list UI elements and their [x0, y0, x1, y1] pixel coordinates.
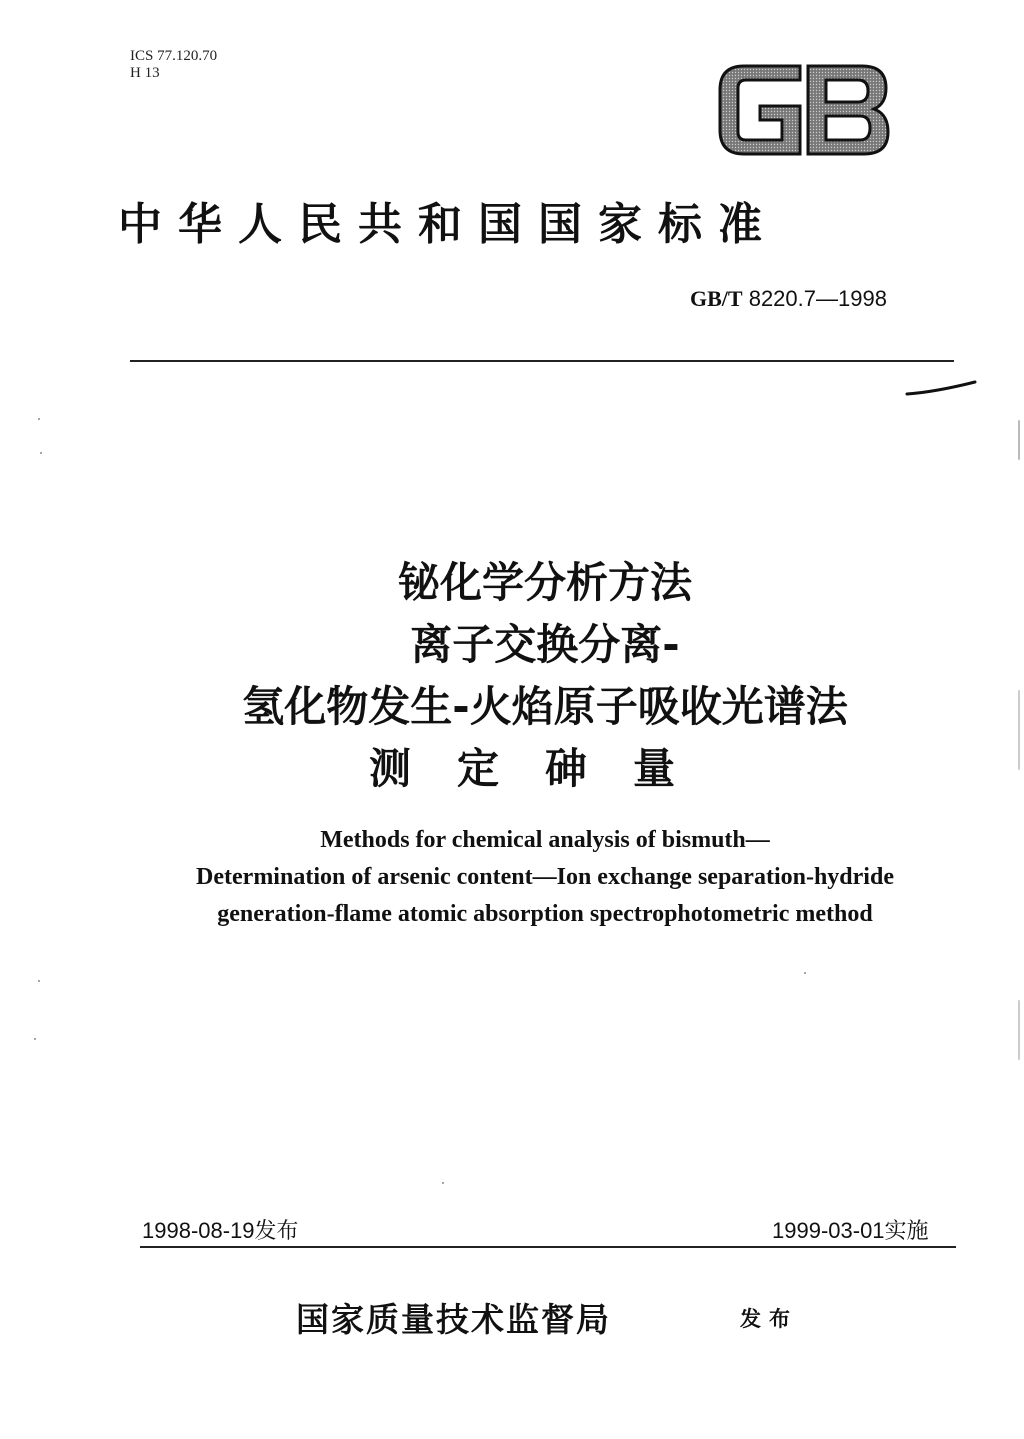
- chinese-title: [0, 552, 1024, 800]
- issuing-authority: 国家质量技术监督局: [296, 1300, 611, 1339]
- scan-speck: [34, 1038, 36, 1040]
- scan-speck: [40, 452, 42, 454]
- issuing-verb: 发布: [740, 1306, 798, 1331]
- title-zh-line-1: 铋化学分析方法: [397, 558, 692, 607]
- scan-edge-mark: [1018, 690, 1020, 770]
- gb-logo: [716, 62, 892, 158]
- scan-edge-mark: [1018, 420, 1020, 460]
- scan-speck: [38, 980, 40, 982]
- ccs-code: H 13: [130, 65, 160, 81]
- title-en-line-1: Methods for chemical analysis of bismuth—: [320, 827, 770, 853]
- standard-code: 8220.7—1998: [748, 286, 887, 311]
- header-divider: [130, 360, 954, 362]
- scan-speck: [38, 418, 40, 420]
- standard-prefix: GB/T: [690, 286, 743, 311]
- footer-divider: [140, 1246, 956, 1248]
- title-en-line-3: generation-flame atomic absorption spectrophotometric method: [217, 901, 873, 927]
- pen-stroke-mark: [905, 378, 977, 398]
- title-zh-line-3: 氢化物发生-火焰原子吸收光谱法: [242, 682, 848, 731]
- title-en-line-2: Determination of arsenic content—Ion exchange separation-hydride: [196, 864, 894, 890]
- issue-date: 1998-08-19发布: [142, 1218, 299, 1243]
- implementation-date: 1999-03-01实施: [772, 1218, 929, 1243]
- title-zh-line-4: 测定砷量: [368, 744, 721, 793]
- english-title: [0, 822, 1024, 933]
- scan-speck: [804, 972, 806, 974]
- ics-code: ICS 77.120.70: [130, 48, 218, 64]
- classification-codes: [130, 48, 217, 82]
- scan-speck: [442, 1182, 444, 1184]
- scan-edge-mark: [1018, 1000, 1020, 1060]
- national-standard-heading: 中华人民共和国国家标准: [118, 199, 778, 250]
- title-zh-line-2: 离子交换分离-: [410, 620, 680, 669]
- standard-number: [690, 286, 887, 312]
